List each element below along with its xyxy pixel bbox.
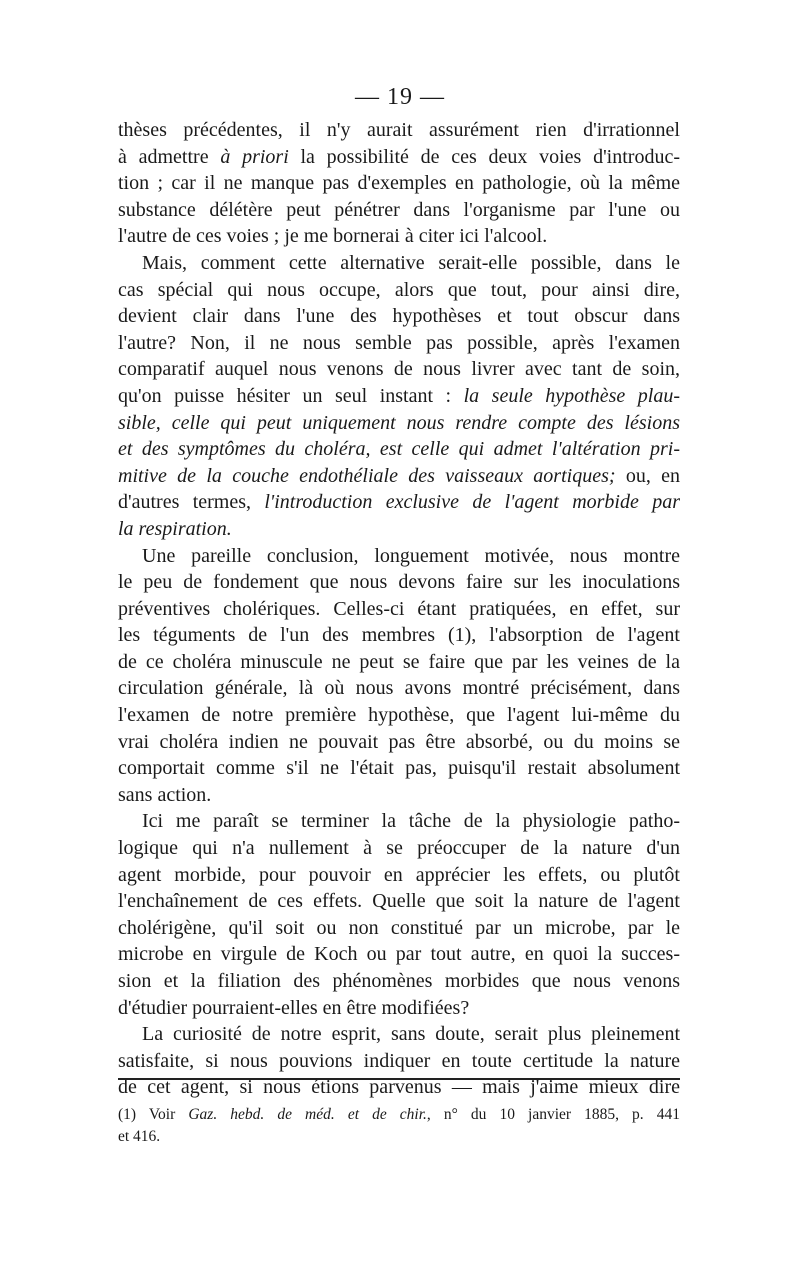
italic-phrase: sible, celle qui peut uniquement nous rendre compte des lésions <box>118 411 680 434</box>
text-line: l'enchaînement de ces effets. Quelle que soit la nature de l'agent <box>118 890 680 913</box>
text-line: le peu de fondement que nous devons faire sur les inoculations <box>118 571 680 594</box>
italic-phrase: et des symptômes du choléra, est celle qui admet l'altération pri- <box>118 438 680 461</box>
text-line: de ce choléra minuscule ne peut se faire que par les veines de la <box>118 650 680 673</box>
text-line <box>118 516 680 543</box>
footnote-line: et 416. <box>118 1128 161 1145</box>
text-line: La curiosité de notre esprit, sans doute, serait plus pleinement <box>142 1023 680 1046</box>
text-line: d'autres termes, l'introduction exclusive de l'agent morbide par <box>118 491 680 514</box>
text-line: préventives cholériques. Celles-ci étant pratiquées, en effet, sur <box>118 597 680 620</box>
text-line: comportait comme s'il ne l'était pas, puisqu'il restait absolument <box>118 757 680 780</box>
text-line: Ici me paraît se terminer la tâche de la physiologie patho- <box>142 810 680 833</box>
text-line: cholérigène, qu'il soit ou non constitué par un microbe, par le <box>118 916 680 939</box>
text-line: mitive de la couche endothéliale des vaisseaux aortiques; ou, en <box>118 464 680 487</box>
text-line: thèses précédentes, il n'y aurait assurément rien d'irrationnel <box>118 119 680 141</box>
text-line: les téguments de l'un des membres (1), l'absorption de l'agent <box>118 624 680 647</box>
text-line: devient clair dans l'une des hypothèses et tout obscur dans <box>118 305 680 328</box>
text-line <box>118 436 680 463</box>
italic-phrase: l'introduction exclusive de l'agent morbide par <box>264 491 680 514</box>
text-line: microbe en virgule de Koch ou par tout autre, en quoi la succes- <box>118 943 680 966</box>
italic-phrase: à priori <box>220 145 289 168</box>
text-line: satisfaite, si nous pouvions indiquer en toute certitude la nature <box>118 1049 680 1072</box>
text-line: Une pareille conclusion, longuement motivée, nous montre <box>142 544 680 567</box>
text-line: circulation générale, là où nous avons montré précisément, dans <box>118 677 680 700</box>
text-line: à admettre à priori la possibilité de ces deux voies d'introduc- <box>118 145 680 168</box>
text-line: l'autre de ces voies ; je me bornerai à citer ici l'alcool. <box>118 225 548 248</box>
text-line: substance délétère peut pénétrer dans l'organisme par l'une ou <box>118 198 680 221</box>
text-line: tion ; car il ne manque pas d'exemples en pathologie, où la même <box>118 172 680 195</box>
text-line: cas spécial qui nous occupe, alors que tout, pour ainsi dire, <box>118 278 680 301</box>
page-number: — 19 — <box>355 84 445 110</box>
text-line: Mais, comment cette alternative serait-elle possible, dans le <box>142 251 680 274</box>
text-line: agent morbide, pour pouvoir en apprécier les effets, ou plutôt <box>118 863 680 886</box>
footnote-line: (1) Voir Gaz. hebd. de méd. et de chir., n° du 10 janvier 1885, p. 441 <box>118 1106 680 1123</box>
text-line: vrai choléra indien ne pouvait pas être absorbé, ou du moins se <box>118 730 680 753</box>
text-line: sion et la filiation des phénomènes morbides que nous venons <box>118 970 680 992</box>
italic-phrase: la respiration. <box>118 517 232 540</box>
text-line: l'autre? Non, il ne nous semble pas possible, après l'examen <box>118 331 680 354</box>
text-line: de cet agent, si nous étions parvenus — mais j'aime mieux dire <box>118 1076 680 1099</box>
footnote-divider <box>118 1078 680 1080</box>
text-line: comparatif auquel nous venons de nous livrer avec tant de soin, <box>118 358 680 381</box>
italic-phrase: mitive de la couche endothéliale des vaisseaux aortiques; <box>118 464 616 487</box>
text-line: d'étudier pourraient-elles en être modifiées? <box>118 996 470 1019</box>
italic-phrase: la seule hypothèse plau- <box>463 384 680 407</box>
text-line <box>118 410 680 437</box>
footnote <box>118 1104 680 1148</box>
text-line: l'examen de notre première hypothèse, que l'agent lui-même du <box>118 704 680 727</box>
journal-title: Gaz. hebd. de méd. et de chir. <box>188 1106 427 1123</box>
text-line: logique qui n'a nullement à se préoccuper de la nature d'un <box>118 837 680 860</box>
text-line: qu'on puisse hésiter un seul instant : la seule hypothèse plau- <box>118 384 680 407</box>
body-text <box>118 117 680 1101</box>
text-line: sans action. <box>118 783 212 806</box>
